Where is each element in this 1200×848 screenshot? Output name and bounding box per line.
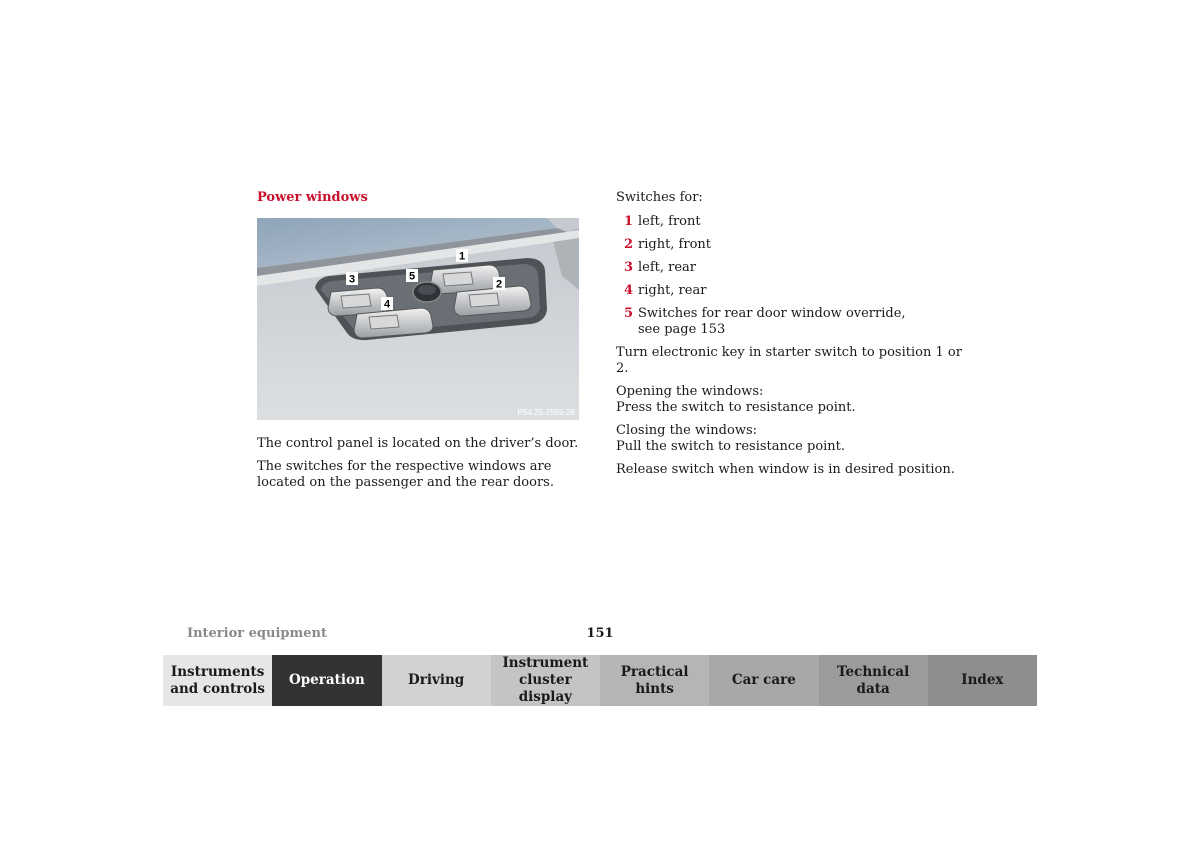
list-item-text: right, rear	[638, 283, 707, 298]
page-number: 151	[586, 626, 614, 641]
list-item-number: 5	[624, 306, 634, 321]
page-reference: see page 153	[638, 322, 726, 337]
callout-1: 1	[458, 250, 466, 263]
tab-instrument-cluster-display[interactable]	[491, 655, 600, 706]
tab-label: Instrument	[502, 655, 589, 671]
tab-label: Operation	[288, 672, 365, 688]
tab-driving[interactable]	[382, 655, 491, 706]
tab-label: Car care	[731, 672, 796, 688]
instruction-line: Release switch when window is in desired position.	[616, 462, 955, 477]
instruction-paragraph	[616, 423, 976, 455]
left-paragraph-1: The control panel is located on the driver’s door.	[257, 436, 579, 451]
tab-label: Instruments	[170, 663, 265, 680]
instruction-line: Pull the switch to resistance point.	[616, 439, 846, 454]
list-item	[616, 260, 976, 276]
tab-label: cluster display	[518, 672, 573, 705]
callout-3: 3	[348, 273, 356, 286]
tab-practical-hints[interactable]	[600, 655, 709, 706]
list-item-number: 3	[624, 260, 634, 275]
switches-intro: Switches for:	[616, 190, 703, 205]
tab-technical-data[interactable]	[819, 655, 928, 706]
list-item	[616, 306, 976, 338]
list-item-number: 2	[624, 237, 634, 252]
tab-instruments-and-controls[interactable]	[163, 655, 272, 706]
callout-5: 5	[408, 270, 416, 283]
tab-label: and controls	[170, 680, 266, 697]
tab-car-care[interactable]	[709, 655, 818, 706]
window-switch-panel-photo	[257, 218, 579, 420]
switch-list	[616, 214, 976, 338]
list-item	[616, 283, 976, 299]
footer-section-title: Interior equipment	[187, 626, 327, 641]
right-column	[616, 190, 976, 485]
instruction-paragraph	[616, 384, 976, 416]
instruction-paragraph	[616, 462, 976, 478]
callout-4: 4	[383, 298, 391, 311]
chapter-tabs	[163, 655, 1037, 706]
list-item-text: left, rear	[638, 260, 697, 275]
instruction-line: Opening the windows:	[616, 384, 764, 399]
section-heading: Power windows	[257, 190, 368, 205]
list-item-number: 4	[624, 283, 634, 298]
callout-2: 2	[495, 278, 503, 291]
tab-label: Practical hints	[620, 663, 689, 697]
list-item-text: left, front	[638, 214, 701, 229]
tab-operation[interactable]	[272, 655, 381, 706]
instruction-paragraph	[616, 345, 976, 377]
instruction-line: Closing the windows:	[616, 423, 757, 438]
tab-label: Index	[961, 672, 1004, 688]
list-item-text: right, front	[638, 237, 712, 252]
tab-index[interactable]	[928, 655, 1037, 706]
tab-label: Driving	[408, 672, 465, 688]
tab-label: data	[856, 680, 890, 697]
list-item	[616, 237, 976, 253]
figure-code: P54.25-2565-26	[517, 408, 575, 417]
tab-label: Technical	[837, 663, 910, 680]
instruction-line: Press the switch to resistance point.	[616, 400, 856, 415]
left-paragraph-2: The switches for the respective windows are located on the passenger and the rear doors.	[257, 459, 554, 490]
list-item-text: Switches for rear door window override,	[638, 306, 906, 321]
instruction-line: Turn electronic key in starter switch to position 1 or 2.	[616, 345, 962, 376]
list-item	[616, 214, 976, 230]
list-item-number: 1	[624, 214, 634, 229]
